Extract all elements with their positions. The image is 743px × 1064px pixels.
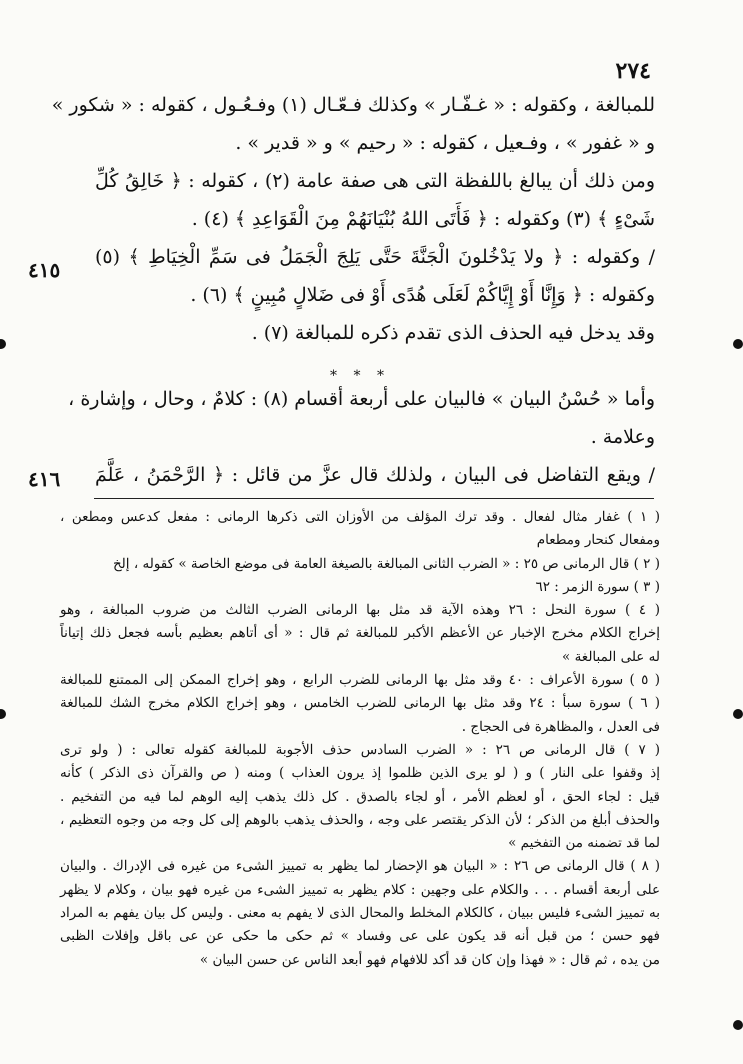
scan-mark <box>733 709 743 719</box>
footnote-line: ( ٧ ) قال الرمانى ص ٢٦ : « الضرب السادس حذف الأجوبة للمبالغة كقوله تعالى : ( ولو ترى <box>60 741 661 758</box>
footnote-line: والحذف أبلغ من الذكر ؛ لأن الذكر يقتصر على وجه ، والحذف يذهب بالوهم إلى كل وجه من وجوه التعظيم ، <box>60 811 660 828</box>
body-line: و « غفور » ، وفـعيل ، كقوله : « رحيم » و « قدير » . <box>235 132 655 154</box>
body-line: / ويقع التفاضل فى البيان ، ولذلك قال عزَّ من قائل : ﴿ الرَّحْمَنُ ، عَلَّمَ <box>95 464 655 486</box>
footnote-line: ( ٨ ) قال الرمانى ص ٢٦ : « البيان هو الإحضار لما يظهر به تمييز الشىء من غيره فى الإدراك . والبيان <box>60 858 660 875</box>
footnote-line: ( ٥ ) سورة الأعراف : ٤٠ وقد مثل بها الرمانى للضرب الرابع ، وهو إخراج الممكن إلى الممتنع للمبالغة <box>60 672 660 689</box>
scan-mark <box>0 339 6 349</box>
footnote-line: به تمييز الشىء فليس ببيان ، كالكلام المخلط والمحال الذى لا يفهم به معنى . وليس كل بيان يفهم به المراد <box>60 905 660 922</box>
page-number: ٢٧٤ <box>615 58 651 84</box>
body-line: شَىْءٍ ﴾ (٣) وكقوله : ﴿ فَأَتَى اللهُ بُنْيَانَهُمْ مِنَ الْقَوَاعِدِ ﴾ (٤) . <box>191 208 655 230</box>
footnote-rule <box>94 498 654 499</box>
footnote-line: من يده ، ثم قال : « فهذا وإن كان قد أكد للافهام فهو أبعد الناس عن حسن البيان » <box>199 951 660 968</box>
body-line: / وكقوله : ﴿ ولا يَدْخُلونَ الْجَنَّةَ حَتَّى يَلِجَ الْجَمَلُ فى سَمِّ الْخِيَاطِ ﴾ (٥) <box>95 246 655 268</box>
footnote-line: ( ٣ ) سورة الزمر : ٦٢ <box>535 578 660 595</box>
body-line: وقد يدخل فيه الحذف الذى تقدم ذكره للمبالغة (٧) . <box>251 322 655 344</box>
body-line: للمبالغة ، وكقوله : « غـفّـار » وكذلك فـعّـال (١) وفـعُـول ، كقوله : « شكور » <box>51 94 655 116</box>
scan-mark <box>0 709 6 719</box>
footnote-line: ( ١ ) غفار مثال لفعال . وقد ترك المؤلف من الأوزان التى ذكرها الرمانى : مفعل كدعس ومطعن ، <box>60 509 660 525</box>
footnotes <box>60 506 660 972</box>
main-text <box>51 86 655 494</box>
margin-page-ref: ٤١٦ <box>28 467 61 491</box>
footnote-line: ( ٢ ) قال الرمانى ص ٢٥ : « الضرب الثانى المبالغة بالصيغة العامة فى موضع الخاصة » كقوله ، إلخ <box>112 555 660 572</box>
scan-mark <box>733 339 743 349</box>
body-line: وعلامة . <box>590 426 655 448</box>
footnote-line: قيل : لجاء الحق ، أو لعظم الأمر ، أو لجاء بالصدق . كل ذلك يذهب إليه الوهم لما فيه من التفخيم . <box>60 788 660 805</box>
footnote-line: ( ٤ ) سورة النحل : ٢٦ وهذه الآية قد مثل بها الرمانى الضرب الثالث من ضروب المبالغة ، وهو <box>60 602 661 619</box>
footnote-line: له على المبالغة » <box>562 648 660 665</box>
body-line: وكقوله : ﴿ وَإِنَّا أَوْ إِيَّاكُمْ لَعَلَى هُدًى أَوْ فى ضَلالٍ مُبِينٍ ﴾ (٦) . <box>190 284 655 306</box>
footnote-line: ( ٦ ) سورة سبأ : ٢٤ وقد مثل بها الرمانى للضرب الخامس ، وهو إخراج الكلام مخرج الشك للمبالغة <box>60 695 660 712</box>
footnote-line: فهو حسن ؛ من قبل أنه قد يكون على عى وفساد » ثم حكى ما حكى عن عى باقل وإفلات الظبى <box>60 928 660 945</box>
margin-page-ref: ٤١٥ <box>28 258 61 282</box>
footnote-line: إخراج الكلام مخرج الإخبار عن الأعظم الأكبر للمبالغة ثم قال : « أى أتاهم بعظيم بأسه فجعل ذلك إتياناً <box>60 625 660 642</box>
footnote-line: على أربعة أقسام . . . والكلام على وجهين : كلام يظهر به تمييز الشىء من غيره فهو بيان ، وكلام لا يظهر <box>60 881 660 898</box>
footnote-line: إذ وقفوا على النار ) و ( لو يرى الذين ظلموا إذ يرون العذاب ) ومنه ( ص والقرآن ذى الذكر ) كأنه <box>60 765 660 782</box>
section-separator: * * * <box>330 368 390 384</box>
body-line: ومن ذلك أن يبالغ باللفظة التى هى صفة عامة (٢) ، كقوله : ﴿ خَالِقُ كُلِّ <box>95 170 655 192</box>
footnote-line: لما قد تضمنه من التفخيم » <box>508 835 660 852</box>
footnote-line: ومفعال كنحار ومطعام <box>536 532 660 549</box>
scan-mark <box>733 1020 743 1030</box>
body-line: وأما « حُسْنُ البيان » فالبيان على أربعة أقسام (٨) : كلامٌ ، وحال ، وإشارة ، <box>68 388 655 410</box>
footnote-line: فى العدل ، والمظاهرة فى الحجاج . <box>461 718 660 735</box>
